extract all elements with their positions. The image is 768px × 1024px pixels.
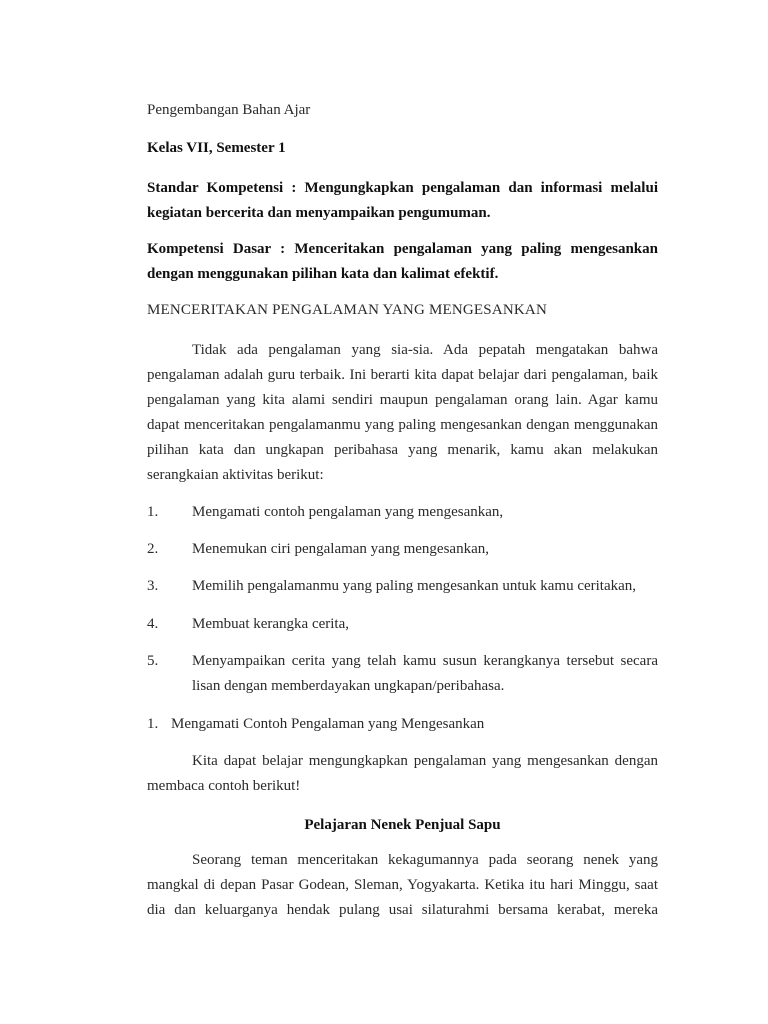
list-text: Menyampaikan cerita yang telah kamu susun kerangkanya tersebut secara lisan dengan memberdayakan ungkapan/peribahasa.: [192, 653, 658, 694]
standar-kompetensi: Standar Kompetensi : Mengungkapkan pengalaman dan informasi melalui kegiatan bercerita dan menyampaikan pengumuman.: [147, 180, 658, 221]
list-number: 3.: [147, 578, 159, 594]
list-number: 2.: [147, 541, 159, 557]
intro-paragraph: Tidak ada pengalaman yang sia-sia. Ada pepatah mengatakan bahwa pengalaman adalah guru terbaik. Ini berarti kita dapat belajar dari pengalaman, baik pengalaman yang kita alami sendiri maupun pengalaman orang lain. Agar kamu dapat menceritakan pengalamanmu yang paling mengesankan dengan menggunakan pilihan kata dan ungkapan peribahasa yang menarik, kamu akan melakukan serangkaian aktivitas berikut:: [147, 342, 658, 483]
subsection-number: 1.: [147, 716, 159, 732]
list-text: Mengamati contoh pengalaman yang mengesankan,: [192, 504, 504, 520]
list-number: 5.: [147, 653, 159, 669]
story-title: Pelajaran Nenek Penjual Sapu: [304, 817, 501, 833]
list-number: 4.: [147, 616, 159, 632]
subsection-paragraph: Kita dapat belajar mengungkapkan pengalaman yang mengesankan dengan membaca contoh berikut!: [147, 753, 658, 794]
list-number: 1.: [147, 504, 159, 520]
document-page: [147, 0, 658, 1024]
story-paragraph: Seorang teman menceritakan kekagumannya pada seorang nenek yang mangkal di depan Pasar Godean, Sleman, Yogyakarta. Ketika itu hari Minggu, saat dia dan keluarganya hendak pulang usai silaturahmi bersama kerabat, mereka: [147, 852, 658, 918]
document-header: Pengembangan Bahan Ajar: [147, 102, 311, 118]
subsection-title: Mengamati Contoh Pengalaman yang Mengesankan: [171, 716, 485, 732]
list-text: Membuat kerangka cerita,: [192, 616, 350, 632]
kompetensi-dasar: Kompetensi Dasar : Menceritakan pengalaman yang paling mengesankan dengan menggunakan pilihan kata dan kalimat efektif.: [147, 241, 658, 282]
section-title: MENCERITAKAN PENGALAMAN YANG MENGESANKAN: [147, 302, 547, 318]
list-text: Memilih pengalamanmu yang paling mengesankan untuk kamu ceritakan,: [192, 578, 637, 594]
class-semester: Kelas VII, Semester 1: [147, 140, 286, 156]
list-text: Menemukan ciri pengalaman yang mengesankan,: [192, 541, 489, 557]
